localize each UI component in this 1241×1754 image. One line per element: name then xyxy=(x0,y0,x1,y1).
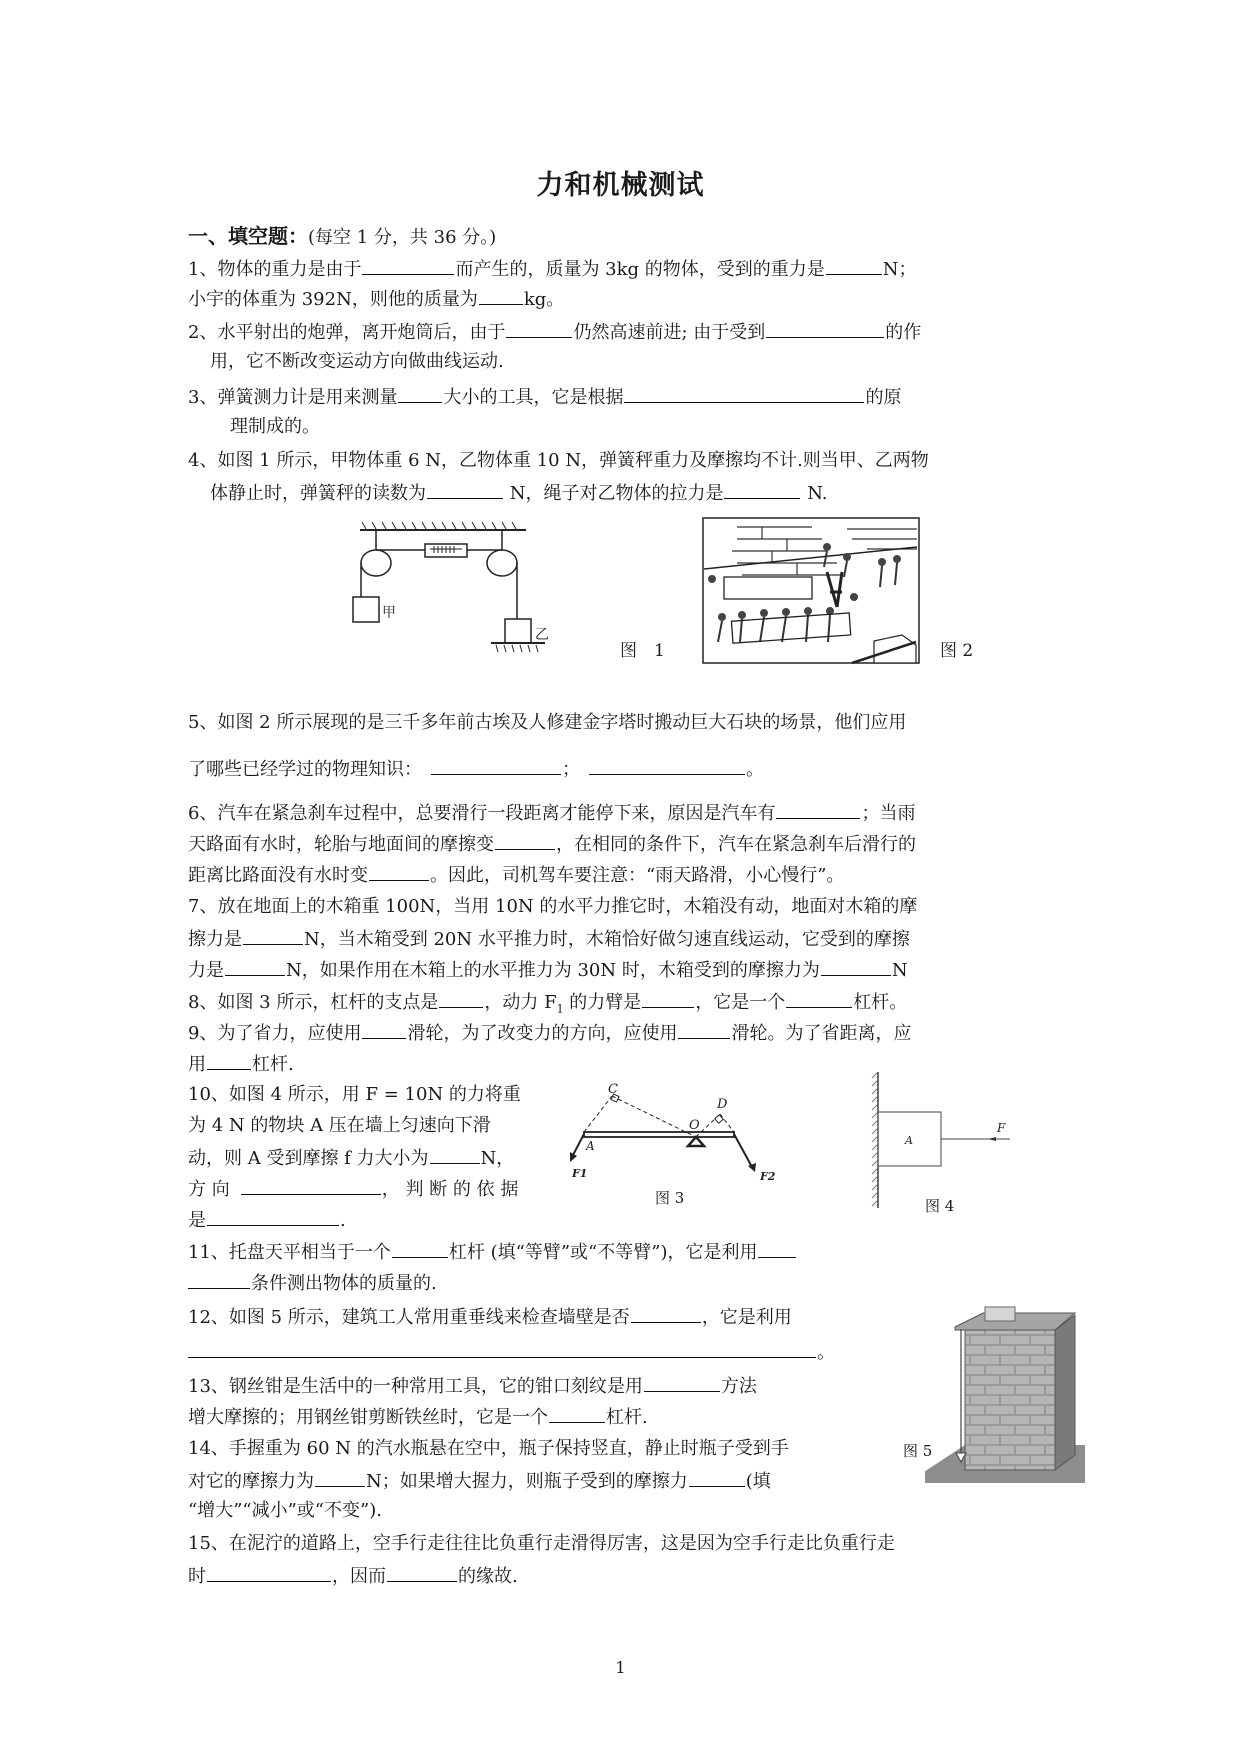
q8-text: ，动力 F xyxy=(484,992,557,1013)
answer-blank[interactable] xyxy=(724,480,800,499)
q13-text: 13、钢丝钳是生活中的一种常用工具，它的钳口刻纹是用 xyxy=(188,1376,643,1397)
q1-text: 小宇的体重为 392N，则他的质量为 xyxy=(188,289,478,310)
answer-blank[interactable] xyxy=(387,1563,457,1582)
q2-text: 的作 xyxy=(885,322,922,343)
section-title: 一、填空题： xyxy=(188,224,308,248)
q9-text: 滑轮，为了改变力的方向，应使用 xyxy=(407,1023,678,1044)
answer-blank[interactable] xyxy=(398,384,442,403)
label-a: A xyxy=(905,1134,913,1147)
question-7-line-1 xyxy=(188,895,917,919)
q4-text: 4、如图 1 所示，甲物体重 6 N，乙物体重 10 N，弹簧秤重力及摩擦均不计.则当甲、乙两物 xyxy=(188,450,929,471)
q6-text: 天路面有水时，轮胎与地面间的摩擦变 xyxy=(188,834,494,855)
page-number: 1 xyxy=(615,1658,626,1677)
q7-text: N，当木箱受到 20N 水平推力时，木箱恰好做匀速直线运动，它受到的摩擦 xyxy=(304,929,910,950)
question-5-line-1 xyxy=(188,711,906,735)
q9-text: 用 xyxy=(188,1054,206,1075)
question-15-line-1 xyxy=(188,1532,895,1556)
question-10-line-3 xyxy=(188,1145,514,1171)
question-1-line-1 xyxy=(188,256,917,282)
brick-wall-side xyxy=(1055,1315,1075,1470)
answer-blank[interactable] xyxy=(644,1373,720,1392)
q8-subscript: 1 xyxy=(556,1002,564,1016)
question-10-line-4 xyxy=(188,1176,518,1202)
q6-text: 。因此，司机驾车要注意：“雨天路滑，小心慢行”。 xyxy=(430,865,845,886)
q14-text: “增大”“减小”或“不变”). xyxy=(188,1500,382,1521)
answer-blank[interactable] xyxy=(678,1020,730,1039)
answer-blank[interactable] xyxy=(495,831,555,850)
page-title: 力和机械测试 xyxy=(536,170,705,201)
question-8-line-1 xyxy=(188,989,907,1022)
q5-text: 5、如图 2 所示展现的是三千多年前古埃及人修建金字塔时搬动巨大石块的场景，他们应用 xyxy=(188,712,907,733)
spring-coils xyxy=(430,546,462,553)
answer-blank[interactable] xyxy=(427,480,503,499)
question-12-line-2 xyxy=(188,1339,835,1365)
right-pulley xyxy=(487,550,517,576)
q1-text: 1、物体的重力是由于 xyxy=(188,259,362,280)
label-c: C xyxy=(608,1082,618,1097)
q11-text: 杠杆 (填“等臂”或“不等臂”)，它是利用 xyxy=(448,1242,758,1263)
q10-text: 为 4 N 的物块 A 压在墙上匀速向下滑 xyxy=(188,1115,491,1136)
q5-text: ； xyxy=(562,759,580,780)
q1-text: N； xyxy=(882,259,917,280)
answer-blank[interactable] xyxy=(369,862,429,881)
q12-text: 。 xyxy=(817,1342,835,1363)
q6-text: ；当雨 xyxy=(861,803,916,824)
ceiling-hatch xyxy=(362,522,516,529)
q8-text: 杠杆。 xyxy=(853,992,908,1013)
q2-text: 仍然高速前进; 由于受到 xyxy=(573,322,766,343)
q5-text: 了哪些已经学过的物理知识： xyxy=(188,759,422,780)
left-pulley xyxy=(361,550,391,576)
figure-3-lever-diagram xyxy=(570,1080,790,1190)
answer-blank[interactable] xyxy=(430,1145,480,1164)
q4-text: N. xyxy=(801,483,828,504)
question-12-line-1 xyxy=(188,1304,792,1330)
answer-blank[interactable] xyxy=(207,1563,331,1582)
answer-blank[interactable] xyxy=(758,1239,796,1258)
q10-text: ， 判 断 的 依 据 xyxy=(381,1179,519,1200)
q15-text: ，因而 xyxy=(332,1566,386,1587)
question-11-line-2 xyxy=(188,1270,437,1296)
q13-text: 方法 xyxy=(720,1376,757,1397)
answer-blank[interactable] xyxy=(589,756,745,775)
answer-blank[interactable] xyxy=(315,1468,365,1487)
section-note: (每空 1 分，共 36 分。) xyxy=(308,227,497,248)
figure-1-caption: 图 1 xyxy=(620,641,665,661)
q14-text: N；如果增大握力，则瓶子受到的摩擦力 xyxy=(366,1471,688,1492)
q4-text: 体静止时，弹簧秤的读数为 xyxy=(210,483,426,504)
q13-text: 杠杆. xyxy=(606,1407,648,1428)
figure-4-block-wall-diagram xyxy=(870,1070,1030,1210)
q10-text: N， xyxy=(480,1148,515,1169)
question-3-line-2 xyxy=(230,415,320,439)
question-10-line-5 xyxy=(188,1207,346,1233)
figure-1-pulley-diagram xyxy=(350,515,550,655)
answer-blank[interactable] xyxy=(188,1270,250,1289)
answer-blank[interactable] xyxy=(243,926,303,945)
top-board xyxy=(985,1307,1015,1321)
question-2-line-2 xyxy=(210,350,504,374)
q8-text: 的力臂是 xyxy=(563,992,642,1013)
q14-text: 14、手握重为 60 N 的汽水瓶悬在空中，瓶子保持竖直，静止时瓶子受到手 xyxy=(188,1438,789,1459)
answer-blank[interactable] xyxy=(392,1239,448,1258)
figure-2-caption: 图 2 xyxy=(940,641,974,661)
q5-text: 。 xyxy=(746,759,764,780)
q10-text: . xyxy=(340,1210,346,1231)
label-f: F xyxy=(997,1121,1006,1135)
q1-text: kg。 xyxy=(523,289,565,310)
answer-blank[interactable] xyxy=(826,256,882,275)
question-4-line-1 xyxy=(188,449,929,473)
label-yi: 乙 xyxy=(535,627,549,643)
answer-blank[interactable] xyxy=(362,256,454,275)
q9-text: 滑轮。为了省距离，应 xyxy=(731,1023,912,1044)
q8-text: ，它是一个 xyxy=(695,992,786,1013)
force-f1-arrow xyxy=(572,1134,584,1157)
force-f2-arrow xyxy=(734,1134,752,1167)
q15-text: 15、在泥泞的道路上，空手行走往往比负重行走滑得厉害，这是因为空手行走比负重行走 xyxy=(188,1533,895,1554)
answer-blank[interactable] xyxy=(188,1339,816,1358)
q11-text: 条件测出物体的质量的. xyxy=(251,1273,437,1294)
q2-text: 用，它不断改变运动方向做曲线运动. xyxy=(210,351,504,372)
answer-blank[interactable] xyxy=(766,319,884,338)
q1-text: 而产生的，质量为 3kg 的物体，受到的重力是 xyxy=(455,259,825,280)
q9-text: 9、为了省力，应使用 xyxy=(188,1023,362,1044)
question-14-line-1 xyxy=(188,1437,789,1461)
answer-blank[interactable] xyxy=(207,1051,251,1070)
q14-text: 对它的摩擦力为 xyxy=(188,1471,314,1492)
q13-text: 增大摩擦的；用钢丝钳剪断铁丝时，它是一个 xyxy=(188,1407,548,1428)
answer-blank[interactable] xyxy=(439,989,483,1008)
question-14-line-3 xyxy=(188,1499,382,1523)
q3-text: 理制成的。 xyxy=(230,416,320,437)
figure-2-pyramid-illustration xyxy=(702,517,920,665)
q7-text: N xyxy=(891,960,908,981)
question-9-line-2 xyxy=(188,1051,294,1077)
answer-blank[interactable] xyxy=(631,1304,701,1323)
answer-blank[interactable] xyxy=(821,957,891,976)
label-a: A xyxy=(586,1139,595,1153)
answer-blank[interactable] xyxy=(241,1176,381,1195)
fulcrum xyxy=(688,1137,704,1146)
question-15-line-2 xyxy=(188,1563,518,1589)
question-11-line-1 xyxy=(188,1239,797,1265)
stone-block xyxy=(724,577,812,599)
question-14-line-2 xyxy=(188,1468,771,1494)
answer-blank[interactable] xyxy=(479,286,523,305)
lever-bar xyxy=(584,1132,734,1137)
figure-4-caption: 图 4 xyxy=(925,1197,955,1215)
label-d: D xyxy=(717,1097,728,1112)
q10-text: 动，则 A 受到摩擦 f 力大小为 xyxy=(188,1148,429,1169)
block-yi xyxy=(505,619,531,643)
question-13-line-1 xyxy=(188,1373,757,1399)
answer-blank[interactable] xyxy=(776,800,860,819)
q7-text: 7、放在地面上的木箱重 100N，当用 10N 的水平力推它时，木箱没有动，地面对木箱的摩 xyxy=(188,896,918,917)
section-heading xyxy=(188,224,496,250)
question-6-line-2 xyxy=(188,831,916,857)
q3-text: 的原 xyxy=(865,387,902,408)
question-13-line-2 xyxy=(188,1404,648,1430)
answer-blank[interactable] xyxy=(642,989,694,1008)
brick-wall-front xyxy=(965,1330,1055,1470)
q8-text: 8、如图 3 所示，杠杆的支点是 xyxy=(188,992,439,1013)
question-9-line-1 xyxy=(188,1020,911,1046)
q11-text: 11、托盘天平相当于一个 xyxy=(188,1242,391,1263)
question-4-line-2 xyxy=(210,480,828,506)
q3-text: 3、弹簧测力计是用来测量 xyxy=(188,387,398,408)
q6-text: 距离比路面没有水时变 xyxy=(188,865,368,886)
q7-text: N，如果作用在木箱上的水平推力为 30N 时，木箱受到的摩擦力为 xyxy=(286,960,820,981)
answer-blank[interactable] xyxy=(207,1207,339,1226)
q7-text: 擦力是 xyxy=(188,929,242,950)
answer-blank[interactable] xyxy=(225,957,285,976)
label-f1: F1 xyxy=(572,1167,588,1180)
q2-text: 2、水平射出的炮弹，离开炮筒后，由于 xyxy=(188,322,506,343)
question-1-line-2 xyxy=(188,286,564,312)
label-f2: F2 xyxy=(760,1170,776,1183)
question-10-line-1 xyxy=(188,1083,521,1107)
q6-text: ，在相同的条件下，汽车在紧急刹车后滑行的 xyxy=(556,834,916,855)
q3-text: 大小的工具，它是根据 xyxy=(443,387,624,408)
question-3-line-1 xyxy=(188,384,901,410)
question-10-line-2 xyxy=(188,1114,491,1138)
question-5-line-2 xyxy=(188,756,764,782)
q10-text: 方 向 xyxy=(188,1179,230,1200)
q10-text: 10、如图 4 所示，用 F = 10N 的力将重 xyxy=(188,1084,521,1105)
answer-blank[interactable] xyxy=(689,1468,745,1487)
q15-text: 时 xyxy=(188,1566,206,1587)
question-7-line-2 xyxy=(188,926,910,952)
question-6-line-3 xyxy=(188,862,844,888)
answer-blank[interactable] xyxy=(549,1404,605,1423)
figure-5-brick-wall-plumb-line xyxy=(925,1305,1085,1490)
q12-text: 12、如图 5 所示，建筑工人常用重垂线来检查墙壁是否 xyxy=(188,1307,630,1328)
figure-3-caption: 图 3 xyxy=(655,1189,685,1207)
question-7-line-3 xyxy=(188,957,908,983)
q6-text: 6、汽车在紧急刹车过程中，总要滑行一段距离才能停下来，原因是汽车有 xyxy=(188,803,776,824)
q15-text: 的缘故. xyxy=(458,1566,518,1587)
block-jia xyxy=(353,597,379,622)
answer-blank[interactable] xyxy=(362,1020,406,1039)
answer-blank[interactable] xyxy=(624,384,864,403)
question-6-line-1 xyxy=(188,800,915,826)
label-o: O xyxy=(689,1118,700,1133)
label-jia: 甲 xyxy=(382,605,396,621)
answer-blank[interactable] xyxy=(431,756,561,775)
answer-blank[interactable] xyxy=(506,319,572,338)
q7-text: 力是 xyxy=(188,960,224,981)
answer-blank[interactable] xyxy=(786,989,852,1008)
q10-text: 是 xyxy=(188,1210,206,1231)
q14-text: (填 xyxy=(745,1471,771,1492)
q12-text: ，它是利用 xyxy=(701,1307,792,1328)
q9-text: 杠杆. xyxy=(252,1054,294,1075)
question-2-line-1 xyxy=(188,319,921,345)
figure-5-caption: 图 5 xyxy=(903,1442,933,1460)
q4-text: N，绳子对乙物体的拉力是 xyxy=(504,483,724,504)
